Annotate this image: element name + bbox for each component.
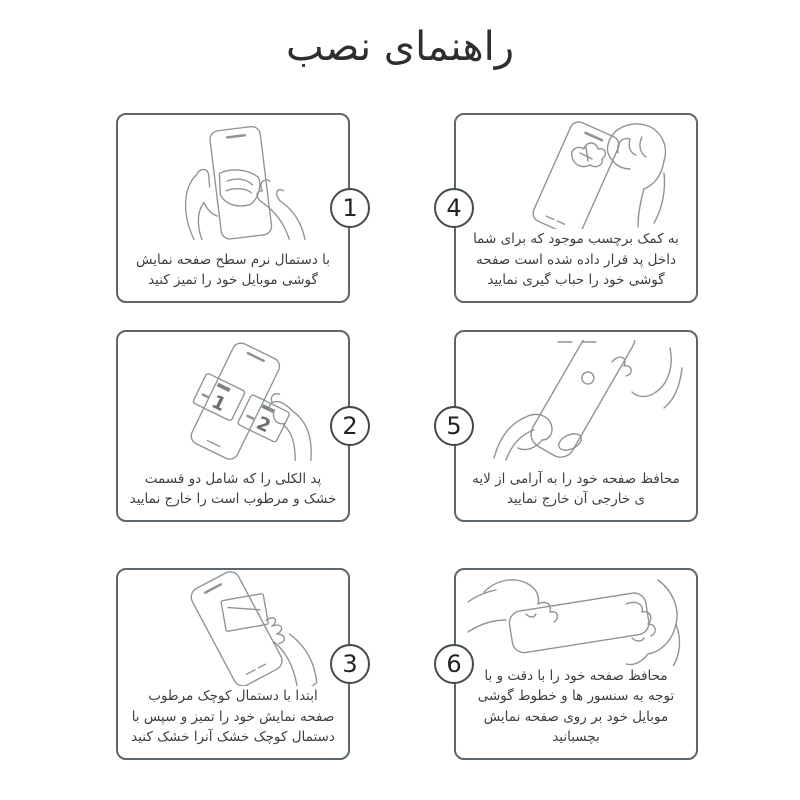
svg-text:2: 2 (252, 413, 274, 438)
step-number-badge-1 (330, 188, 370, 228)
step-panel-2 (116, 330, 358, 522)
step-number-6: 6 (446, 650, 462, 678)
step-illustration-6 (456, 570, 696, 666)
step-number-badge-6 (434, 644, 474, 684)
step-number-badge-5 (434, 406, 474, 446)
phone-icon (188, 570, 286, 686)
step-caption-1: با دستمال نرم سطح صفحه نمایش گوشی موبایل خود را تمیز کنید (135, 251, 330, 288)
step-number-badge-2 (330, 406, 370, 446)
step-panel-3 (116, 568, 358, 760)
right-hand-icon (257, 180, 305, 240)
step-number-2: 2 (342, 412, 358, 440)
step-illustration-4 (456, 115, 696, 229)
step-caption-4: به کمک برچسب موجود که برای شما داخل پد قرار داده شده است صفحه گوشی خود را حباب گیری نمایید (473, 231, 679, 288)
step-number-badge-4 (434, 188, 474, 228)
phone-icon (209, 126, 272, 240)
step-illustration-1 (118, 115, 348, 250)
phone-icon (188, 340, 282, 462)
sticker-icon (572, 143, 606, 167)
hand-icon (266, 618, 317, 686)
bubble-removal-illustration (464, 115, 688, 229)
stick-protector-illustration (464, 570, 688, 666)
step-number-4: 4 (446, 194, 462, 222)
step-illustration-2 (118, 332, 348, 469)
left-hand-icon (468, 580, 557, 632)
svg-text:1: 1 (208, 391, 229, 417)
step-caption-5: محافظ صفحه خود را به آرامی از لایه ی خارجی آن خارج نمایید (472, 470, 680, 507)
cloth-icon (221, 594, 269, 632)
step-number-1: 1 (342, 194, 358, 222)
hand-icon (269, 394, 311, 461)
peel-protector-illustration (464, 340, 688, 464)
step-illustration-5 (456, 332, 696, 469)
protector-icon (508, 591, 651, 654)
step-caption-6: محافظ صفحه خود را با دقت و با توجه به سنسور ها و خطوط گوشی موبایل خود بر روی صفحه نمایش بچسبانید (477, 668, 675, 745)
step-caption-2: پد الکلی را که شامل دو قسمت خشک و مرطوب است را خارج نمایید (129, 470, 337, 507)
step-caption-3: ابتدا با دستمال کوچک مرطوب صفحه نمایش خود را تمیز و سپس با دستمال کوچک خشک آنرا خشک کنید (131, 688, 335, 745)
right-hand-icon (612, 348, 682, 408)
cloth-icon (219, 170, 259, 206)
phone-icon (530, 119, 621, 229)
alcohol-pad-illustration (126, 340, 340, 464)
left-hand-icon (186, 170, 218, 240)
step-panel-6 (446, 568, 698, 760)
step-number-3: 3 (342, 650, 358, 678)
step-illustration-3 (118, 570, 348, 686)
step-panel-4 (446, 113, 698, 303)
page-title: راهنمای نصب (285, 24, 515, 70)
wet-dry-cloth-illustration (126, 570, 340, 686)
step-number-badge-3 (330, 644, 370, 684)
step-number-5: 5 (446, 412, 462, 440)
step-panel-5 (446, 330, 698, 522)
step-panel-1 (116, 113, 358, 303)
clean-phone-with-cloth-illustration (126, 123, 340, 245)
